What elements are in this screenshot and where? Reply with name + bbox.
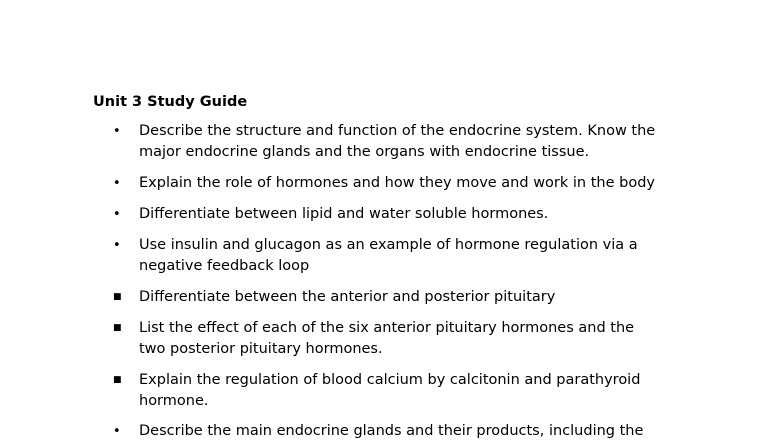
- list-item-line: Describe the structure and function of the endocrine system. Know the: [139, 123, 656, 139]
- list-item-text: [139, 121, 709, 163]
- list-item-text: [139, 421, 709, 441]
- list-item-line: Differentiate between the anterior and posterior pituitary: [139, 289, 556, 305]
- bullet-icon: •: [113, 424, 121, 439]
- square-bullet-icon: ■: [113, 292, 122, 302]
- list-item-text: [139, 173, 709, 194]
- list-item-line: Explain the regulation of blood calcium by calcitonin and parathyroid: [139, 372, 641, 388]
- document-title: Unit 3 Study Guide: [93, 94, 248, 110]
- list-item-line: hormone.: [139, 393, 209, 409]
- list-item-text: [139, 235, 709, 277]
- list-item-line: major endocrine glands and the organs with endocrine tissue.: [139, 144, 590, 160]
- bullet-icon: •: [113, 124, 121, 139]
- list-item-text: [139, 287, 709, 308]
- bullet-icon: •: [113, 238, 121, 253]
- list-item-line: Describe the main endocrine glands and their products, including the: [139, 423, 644, 439]
- square-bullet-icon: ■: [113, 375, 122, 385]
- list-item-line: Explain the role of hormones and how they move and work in the body: [139, 175, 655, 191]
- square-bullet-icon: ■: [113, 323, 122, 333]
- list-item-text: [139, 370, 709, 412]
- bullet-icon: •: [113, 207, 121, 222]
- bullet-icon: •: [113, 176, 121, 191]
- list-item-line: Differentiate between lipid and water soluble hormones.: [139, 206, 549, 222]
- list-item-line: negative feedback loop: [139, 258, 310, 274]
- list-item-line: List the effect of each of the six anterior pituitary hormones and the: [139, 320, 635, 336]
- list-item-line: Use insulin and glucagon as an example of hormone regulation via a: [139, 237, 638, 253]
- list-item-text: [139, 204, 709, 225]
- list-item-text: [139, 318, 709, 360]
- list-item-line: two posterior pituitary hormones.: [139, 341, 383, 357]
